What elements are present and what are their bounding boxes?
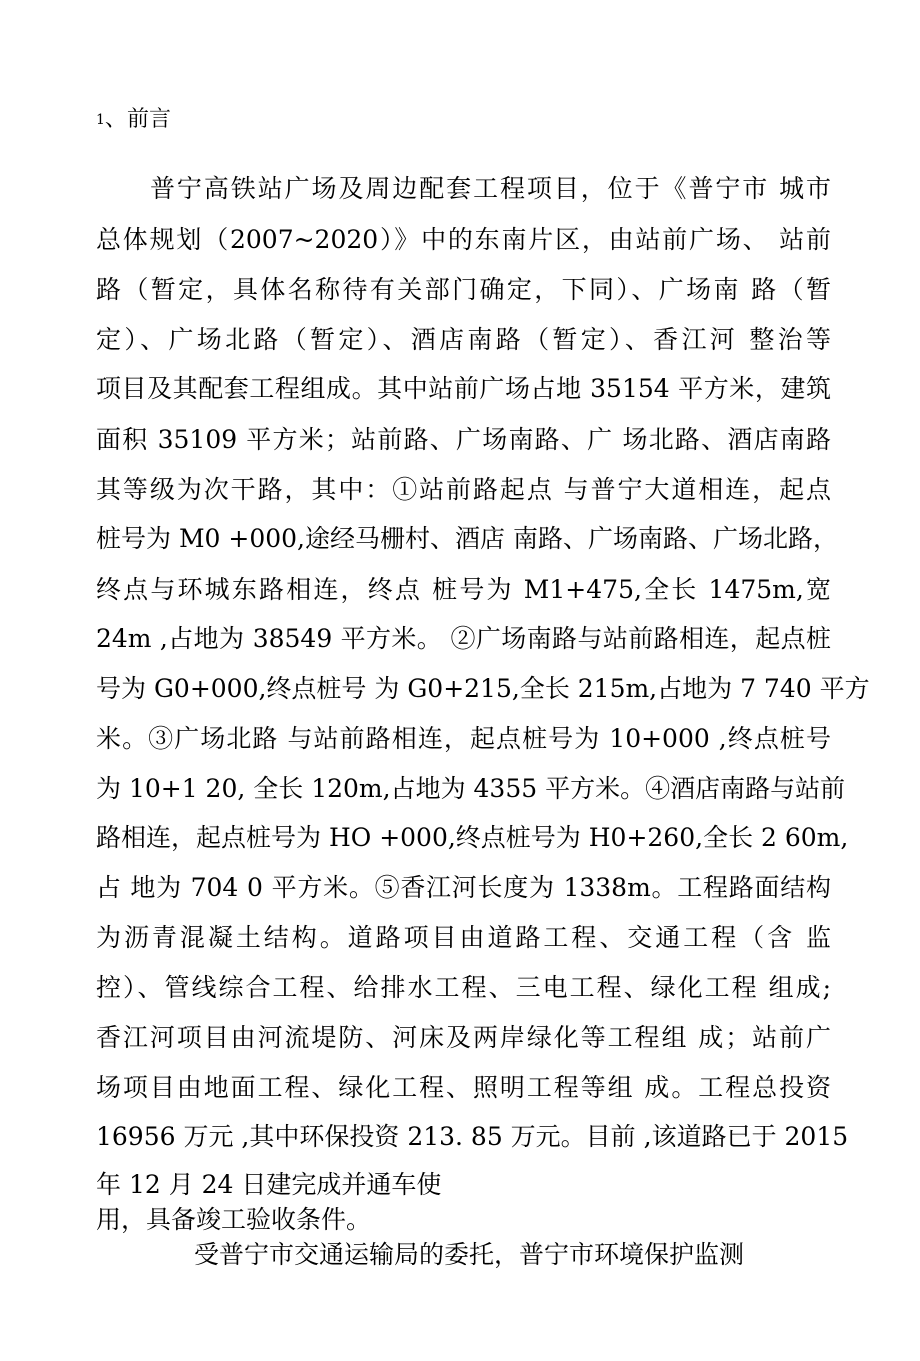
paragraph-line: 控）、管线综合工程、给排水工程、三电工程、绿化工程 组成; bbox=[96, 973, 831, 1002]
section-heading bbox=[96, 104, 171, 136]
paragraph-line: 路（暂定，具体名称待有关部门确定，下同）、广场南 路（暂 bbox=[96, 275, 831, 304]
section-separator: 、 bbox=[104, 107, 127, 132]
paragraph-line: 终点与环城东路相连，终点 桩号为 M1+475,全长 1475m,宽 bbox=[96, 575, 831, 604]
paragraph-line: 用，具备竣工验收条件。 bbox=[96, 1205, 372, 1234]
paragraph-line: 香江河项目由河流堤防、河床及两岸绿化等工程组 成；站前广 bbox=[96, 1023, 831, 1052]
paragraph-line: 定）、广场北路（暂定）、酒店南路（暂定）、香江河 整治等 bbox=[96, 325, 831, 354]
paragraph-line: 为 10+1 20, 全长 120m,占地为 4355 平方米。④酒店南路与站前 bbox=[96, 774, 846, 803]
paragraph-line: 普宁高铁站广场及周边配套工程项目，位于《普宁市 城市 bbox=[150, 174, 831, 203]
paragraph-line: 24m ,占地为 38549 平方米。 ②广场南路与站前路相连，起点桩 bbox=[96, 624, 831, 653]
paragraph-line: 号为 G0+000,终点桩号 为 G0+215,全长 215m,占地为 7 740 平方 bbox=[96, 674, 870, 703]
paragraph-line: 占 地为 704 0 平方米。⑤香江河长度为 1338m。工程路面结构 bbox=[96, 873, 831, 902]
next-paragraph-line: 受普宁市交通运输局的委托，普宁市环境保护监测 bbox=[194, 1240, 745, 1269]
paragraph-line: 面积 35109 平方米；站前路、广场南路、广 场北路、酒店南路 bbox=[96, 425, 831, 454]
paragraph-line: 项目及其配套工程组成。其中站前广场占地 35154 平方米，建筑 bbox=[96, 374, 831, 403]
paragraph-line: 场项目由地面工程、绿化工程、照明工程等组 成。工程总投资 bbox=[96, 1073, 831, 1102]
paragraph-line: 其等级为次干路，其中：①站前路起点 与普宁大道相连，起点 bbox=[96, 475, 831, 504]
paragraph-line: 桩号为 M0 +000,途经马栅村、酒店 南路、广场南路、广场北路， bbox=[96, 524, 838, 553]
paragraph-line: 路相连，起点桩号为 HO +000,终点桩号为 H0+260,全长 2 60m, bbox=[96, 823, 849, 852]
section-number: 1 bbox=[96, 112, 105, 128]
paragraph-line: 16956 万元 ,其中环保投资 213. 85 万元。目前 ,该道路已于 2015 bbox=[96, 1122, 849, 1151]
paragraph-line: 年 12 月 24 日建完成并通车使 bbox=[96, 1170, 442, 1199]
paragraph-line: 总体规划（2007~2020）》中的东南片区，由站前广场、 站前 bbox=[96, 225, 831, 254]
section-title: 前言 bbox=[126, 107, 171, 132]
paragraph-line: 为沥青混凝土结构。道路项目由道路工程、交通工程（含 监 bbox=[96, 923, 831, 952]
paragraph-line: 米。③广场北路 与站前路相连，起点桩号为 10+000 ,终点桩号 bbox=[96, 724, 831, 753]
